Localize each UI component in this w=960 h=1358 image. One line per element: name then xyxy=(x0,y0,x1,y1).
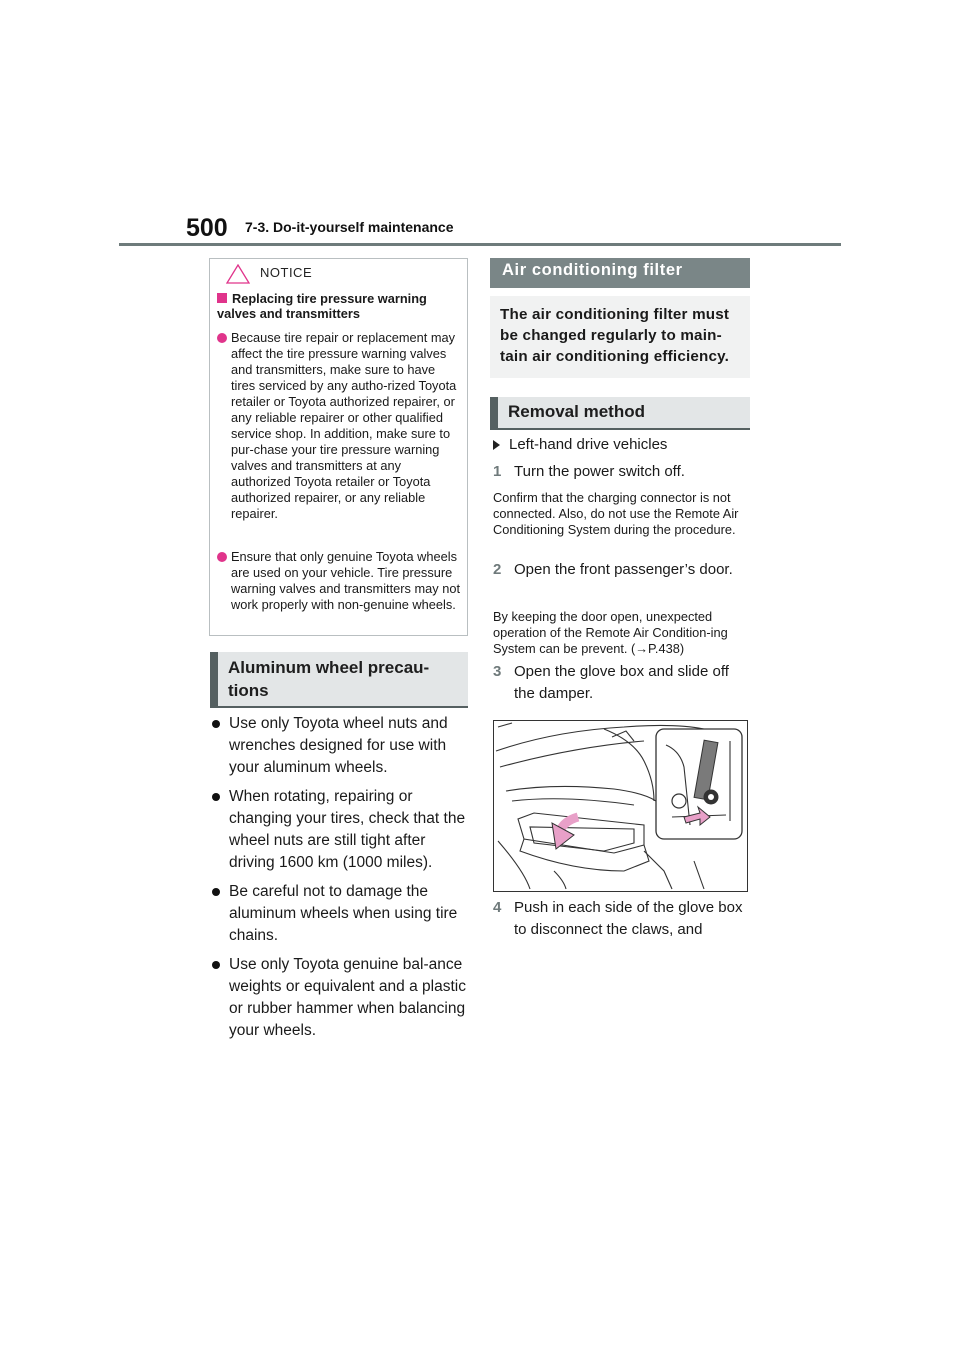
notice-title: NOTICE xyxy=(260,265,313,280)
step-1-note: Confirm that the charging connector is not connected. Also, do not use the Remote Air Conditioning System during the procedure. xyxy=(493,490,739,537)
glove-box-drawing xyxy=(494,721,747,891)
notice-item: Ensure that only genuine Toyota wheels are used on your vehicle. Tire pressure warning valves and transmitters may not work properly with non-genuine wheels. xyxy=(217,549,462,613)
ac-filter-title: Air conditioning filter xyxy=(502,261,683,279)
list-item: Use only Toyota genuine bal-ance weights or equivalent and a plastic or rubber hammer when balancing your wheels. xyxy=(210,954,472,1042)
glove-box-illustration xyxy=(493,720,748,892)
aluminum-title-line2: tions xyxy=(228,681,269,700)
step-3: 3 Open the glove box and slide off the damper. xyxy=(493,663,729,702)
notice-item: Because tire repair or replacement may affect the tire pressure warning valves and transmitters, make sure to have tires serviced by any autho-rized Toyota retailer or Toyota authorized repairer, or any reliable repairer or other qualified service shop. In addition, make sure to pur-chase your tire pressure warning valves and transmitters at any authorized Toyota retailer or Toyota authorized repairer, or any reliable repairer. xyxy=(217,330,462,522)
notice-subtitle: Replacing tire pressure warning valves and transmitters xyxy=(217,291,427,321)
dot-bullet-icon xyxy=(217,552,227,562)
ac-filter-intro: The air conditioning filter must be changed regularly to main-tain air conditioning efficiency. xyxy=(490,296,750,378)
dot-bullet-icon xyxy=(217,333,227,343)
warning-triangle-icon xyxy=(226,264,250,284)
list-item: Be careful not to damage the aluminum wheels when using tire chains. xyxy=(210,881,472,947)
square-bullet-icon xyxy=(217,293,227,303)
aluminum-bullet-list xyxy=(210,713,472,1049)
removal-title: Removal method xyxy=(508,402,645,421)
aluminum-title-line1: Aluminum wheel precau- xyxy=(228,658,430,677)
section-rule xyxy=(210,706,468,708)
notice-box xyxy=(209,258,468,636)
triangle-marker-icon xyxy=(493,440,500,450)
header-rule xyxy=(119,243,841,246)
list-item: Use only Toyota wheel nuts and wrenches designed for use with your aluminum wheels. xyxy=(210,713,472,779)
page-number: 500 xyxy=(186,214,228,242)
ac-filter-section-bar xyxy=(490,258,750,288)
removal-section-header xyxy=(490,397,750,429)
section-rule xyxy=(490,428,750,430)
lhd-label: Left-hand drive vehicles xyxy=(509,436,668,453)
step-1: 1 Turn the power switch off. xyxy=(493,463,685,480)
notice-header xyxy=(210,259,467,285)
step-4: 4 Push in each side of the glove box to disconnect the claws, and xyxy=(493,899,743,938)
step-2: 2 Open the front passenger’s door. xyxy=(493,561,733,578)
list-item: When rotating, repairing or changing your tires, check that the wheel nuts are still tight after driving 1600 km (1000 miles). xyxy=(210,786,472,874)
step-2-note: By keeping the door open, unexpected operation of the Remote Air Condition-ing System can be prevent. (→P.438) xyxy=(493,609,728,656)
chapter-title: 7-3. Do-it-yourself maintenance xyxy=(245,219,454,235)
aluminum-section-header xyxy=(210,652,468,707)
